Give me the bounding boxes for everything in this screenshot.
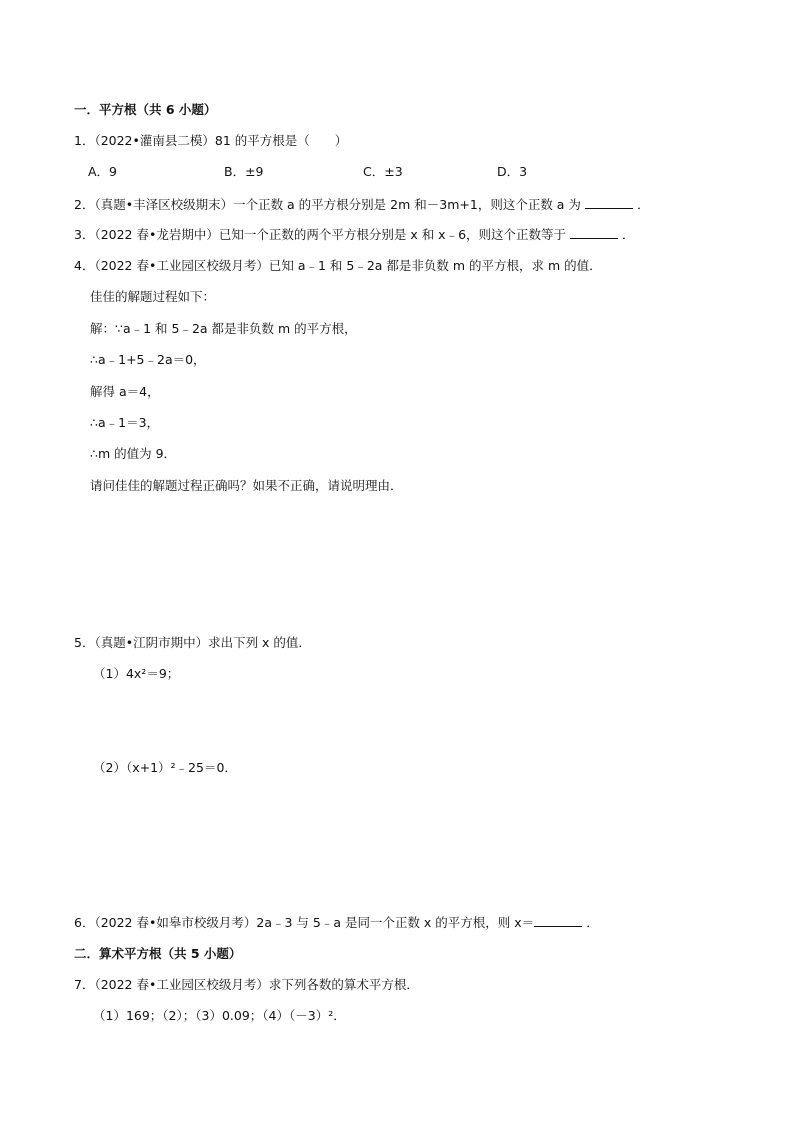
question-4-prompt: 请问佳佳的解题过程正确吗？如果不正确，请说明理由．: [90, 478, 403, 493]
solution-step: ∴a﹣1＝3，: [90, 415, 160, 430]
question-7: 7．（2022 春•工业园区校级月考）求下列各数的算术平方根．: [74, 977, 419, 992]
question-4-intro: 佳佳的解题过程如下：: [90, 289, 216, 304]
solution-step: 解得 a＝4，: [90, 384, 160, 399]
question-5-part-1: （1）4x²＝9；: [93, 666, 180, 681]
option-c: C．±3: [363, 164, 403, 179]
question-2-text: 2．（真题•丰泽区校级期末）一个正数 a 的平方根分别是 2m 和－3m+1，则这个正数 a 为: [74, 197, 581, 212]
question-3: 3．（2022 春•龙岩期中）已知一个正数的两个平方根分别是 x 和 x﹣6，则这个正数等于 ．: [74, 227, 635, 242]
question-5: 5．（真题•江阴市期中）求出下列 x 的值．: [74, 635, 311, 650]
question-6-text: 6．（2022 春•如皋市校级月考）2a﹣3 与 5﹣a 是同一个正数 x 的平方根，则 x＝: [74, 915, 535, 930]
section-heading-square-root: 一．平方根（共 6 小题）: [74, 102, 217, 117]
option-b: B．±9: [224, 164, 264, 179]
question-7-parts: （1）169；（2）；（3）0.09；（4）（－3）²．: [93, 1008, 346, 1023]
question-2: 2．（真题•丰泽区校级期末）一个正数 a 的平方根分别是 2m 和－3m+1，则这个正数 a 为 ．: [74, 197, 650, 212]
solution-step: 解：∵a﹣1 和 5﹣2a 都是非负数 m 的平方根，: [90, 321, 357, 336]
question-6: 6．（2022 春•如皋市校级月考）2a﹣3 与 5﹣a 是同一个正数 x 的平方根，则 x＝ ．: [74, 915, 599, 930]
solution-step: ∴a﹣1+5﹣2a＝0，: [90, 352, 206, 367]
option-d: D．3: [497, 164, 528, 179]
section-heading-arithmetic-root: 二．算术平方根（共 5 小题）: [74, 946, 242, 961]
question-5-part-2: （2）（x+1）²﹣25＝0．: [93, 760, 237, 775]
answer-blank: [570, 226, 618, 239]
solution-step: ∴m 的值为 9．: [90, 446, 177, 461]
question-1: 1．（2022•灌南县二模）81 的平方根是（ ）: [74, 133, 348, 148]
answer-blank: [534, 914, 582, 927]
option-a: A．9: [88, 164, 118, 179]
question-4: 4．（2022 春•工业园区校级月考）已知 a﹣1 和 5﹣2a 都是非负数 m 的平方根，求 m 的值．: [74, 258, 602, 273]
question-3-text: 3．（2022 春•龙岩期中）已知一个正数的两个平方根分别是 x 和 x﹣6，则这个正数等于: [74, 227, 567, 242]
answer-blank: [585, 196, 633, 209]
